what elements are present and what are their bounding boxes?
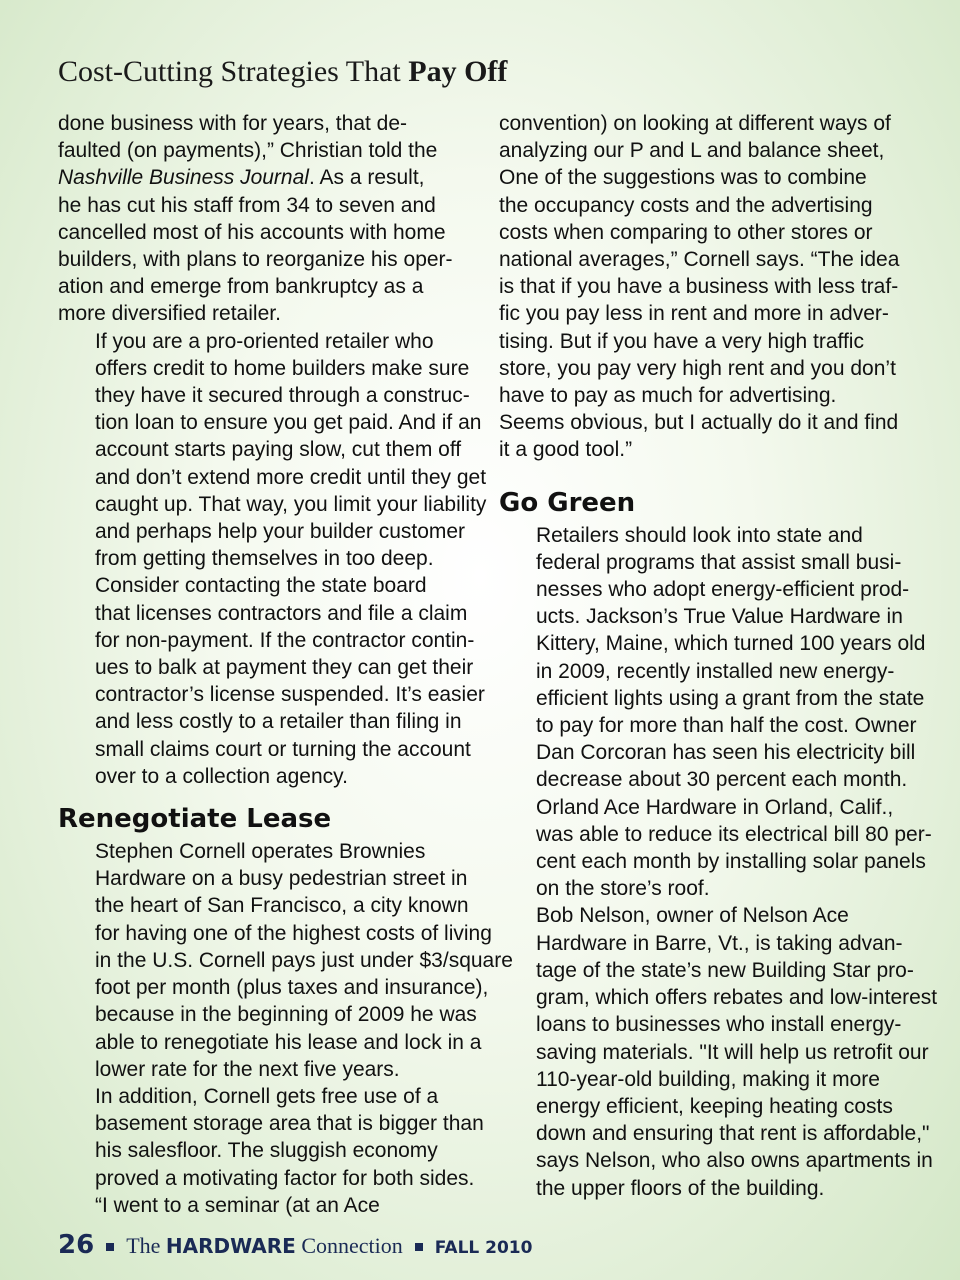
text-line: over to a collection agency. [95, 764, 348, 788]
text-line: Consider contacting the state board [95, 574, 427, 598]
text-line: tage of the state’s new Building Star pro- [536, 958, 914, 982]
text-line: costs when comparing to other stores or [499, 220, 873, 244]
text-line: in 2009, recently installed new energy- [536, 659, 895, 683]
heading-go-green: Go Green [499, 487, 636, 518]
text-line: tising. But if you have a very high traffic [499, 329, 864, 353]
text-line: small claims court or turning the account [95, 737, 471, 761]
publication-name: Nashville Business Journal [58, 166, 309, 190]
text-line: Retailers should look into state and [536, 523, 863, 547]
text-line: lower rate for the next five years. [95, 1057, 400, 1081]
left-paragraph-1 [58, 110, 473, 328]
text-line: more diversified retailer. [58, 302, 281, 326]
text-fragment: . As a result, [308, 166, 425, 190]
magazine-name-hardware: HARDWARE [165, 1234, 296, 1258]
text-line: basement storage area that is bigger than [95, 1112, 484, 1136]
right-paragraph-4 [499, 902, 938, 1201]
text-line: foot per month (plus taxes and insurance), [95, 976, 489, 1000]
left-column [58, 110, 513, 1219]
text-line: for non-payment. If the contractor contin- [95, 628, 475, 652]
text-line: caught up. That way, you limit your liability [95, 492, 487, 516]
text-line: builders, with plans to reorganize his oper- [58, 248, 453, 272]
left-paragraph-3 [58, 572, 485, 790]
text-line: because in the beginning of 2009 he was [95, 1003, 477, 1027]
text-line: down and ensuring that rent is affordable," [536, 1122, 930, 1146]
text-line: from getting themselves in too deep. [95, 547, 434, 571]
text-line: Seems obvious, but I actually do it and find [499, 411, 899, 435]
left-paragraph-2 [58, 328, 487, 573]
text-line: he has cut his staff from 34 to seven and [58, 193, 436, 217]
text-line: they have it secured through a construc- [95, 384, 470, 408]
text-line: was able to reduce its electrical bill 80 per- [536, 822, 932, 846]
right-paragraph-2 [499, 522, 926, 794]
header-title-bold: Pay Off [408, 55, 508, 88]
text-line: cent each month by installing solar panels [536, 850, 926, 874]
text-line: and perhaps help your builder customer [95, 520, 466, 544]
magazine-name-connection: Connection [295, 1233, 403, 1258]
text-line: his salesfloor. The sluggish economy [95, 1139, 438, 1163]
separator-square-icon [415, 1243, 423, 1251]
right-paragraph-3 [499, 794, 932, 903]
left-paragraph-4 [58, 838, 513, 1083]
text-line: Bob Nelson, owner of Nelson Ace [536, 904, 849, 928]
text-line: and don’t extend more credit until they get [95, 465, 487, 489]
left-paragraph-5 [58, 1083, 484, 1192]
text-line: ation and emerge from bankruptcy as a [58, 275, 424, 299]
text-line: energy efficient, keeping heating costs [536, 1094, 893, 1118]
issue-date: FALL 2010 [434, 1238, 533, 1258]
text-line: Stephen Cornell operates Brownies [95, 840, 426, 864]
text-line: efficient lights using a grant from the state [536, 686, 925, 710]
left-paragraph-6 [58, 1192, 473, 1219]
text-line: that licenses contractors and file a claim [95, 601, 468, 625]
text-line: store, you pay very high rent and you don’t [499, 356, 896, 380]
text-line: to pay for more than half the cost. Owner [536, 714, 917, 738]
heading-renegotiate-lease: Renegotiate Lease [58, 804, 332, 835]
text-line: and less costly to a retailer than filing in [95, 710, 462, 734]
text-line: is that if you have a business with less traf- [499, 275, 899, 299]
text-line: contractor’s license suspended. It’s easier [95, 683, 485, 707]
magazine-name-the: The [126, 1233, 166, 1258]
page-footer [58, 1230, 532, 1264]
text-line: have to pay as much for advertising. [499, 384, 837, 408]
text-line: the occupancy costs and the advertising [499, 193, 873, 217]
text-line: Dan Corcoran has seen his electricity bill [536, 741, 916, 765]
text-line: the upper floors of the building. [536, 1176, 825, 1200]
text-line: ues to balk at payment they can get their [95, 656, 474, 680]
text-line: In addition, Cornell gets free use of a [95, 1084, 439, 1108]
text-line: convention) on looking at different ways of [499, 112, 891, 135]
text-line: 110-year-old building, making it more [536, 1067, 880, 1091]
text-line: Hardware on a busy pedestrian street in [95, 867, 468, 891]
text-line: decrease about 30 percent each month. [536, 768, 908, 792]
right-column [499, 110, 938, 1202]
text-line: on the store’s roof. [536, 877, 710, 901]
right-paragraph-1 [499, 110, 914, 464]
text-line: says Nelson, who also owns apartments in [536, 1149, 933, 1173]
text-line: for having one of the highest costs of living [95, 921, 492, 945]
text-line: loans to businesses who install energy- [536, 1013, 902, 1037]
section-header [58, 52, 507, 92]
header-title-prefix: Cost-Cutting Strategies That [58, 55, 409, 88]
text-line: fic you pay less in rent and more in adver- [499, 302, 889, 326]
text-line: nesses who adopt energy-efficient prod- [536, 578, 910, 602]
text-line: done business with for years, that de- [58, 112, 408, 135]
text-line: If you are a pro-oriented retailer who [95, 329, 434, 353]
text-line: account starts paying slow, cut them off [95, 438, 462, 462]
text-line: in the U.S. Cornell pays just under $3/square [95, 948, 513, 972]
text-line: offers credit to home builders make sure [95, 356, 470, 380]
text-line: Hardware in Barre, Vt., is taking advan- [536, 931, 903, 955]
text-line: proved a motivating factor for both sides. [95, 1166, 475, 1190]
text-line: One of the suggestions was to combine [499, 166, 867, 190]
text-line: tion loan to ensure you get paid. And if an [95, 411, 482, 435]
text-line: “I went to a seminar (at an Ace [95, 1193, 380, 1217]
text-line: ucts. Jackson’s True Value Hardware in [536, 605, 903, 629]
text-line: federal programs that assist small busi- [536, 550, 902, 574]
separator-square-icon [106, 1243, 114, 1251]
text-line: Orland Ace Hardware in Orland, Calif., [536, 795, 894, 819]
text-line: national averages,” Cornell says. “The idea [499, 248, 900, 272]
text-line [58, 164, 473, 191]
text-line: saving materials. "It will help us retrofit our [536, 1040, 929, 1064]
text-line: the heart of San Francisco, a city known [95, 894, 469, 918]
text-line: it a good tool.” [499, 438, 633, 462]
text-line: faulted (on payments),” Christian told the [58, 139, 438, 163]
text-line: cancelled most of his accounts with home [58, 220, 446, 244]
text-line: gram, which offers rebates and low-interest [536, 986, 938, 1010]
page-number: 26 [58, 1230, 95, 1260]
text-line: analyzing our P and L and balance sheet, [499, 139, 885, 163]
text-line: able to renegotiate his lease and lock in a [95, 1030, 482, 1054]
text-line: Kittery, Maine, which turned 100 years old [536, 632, 926, 656]
